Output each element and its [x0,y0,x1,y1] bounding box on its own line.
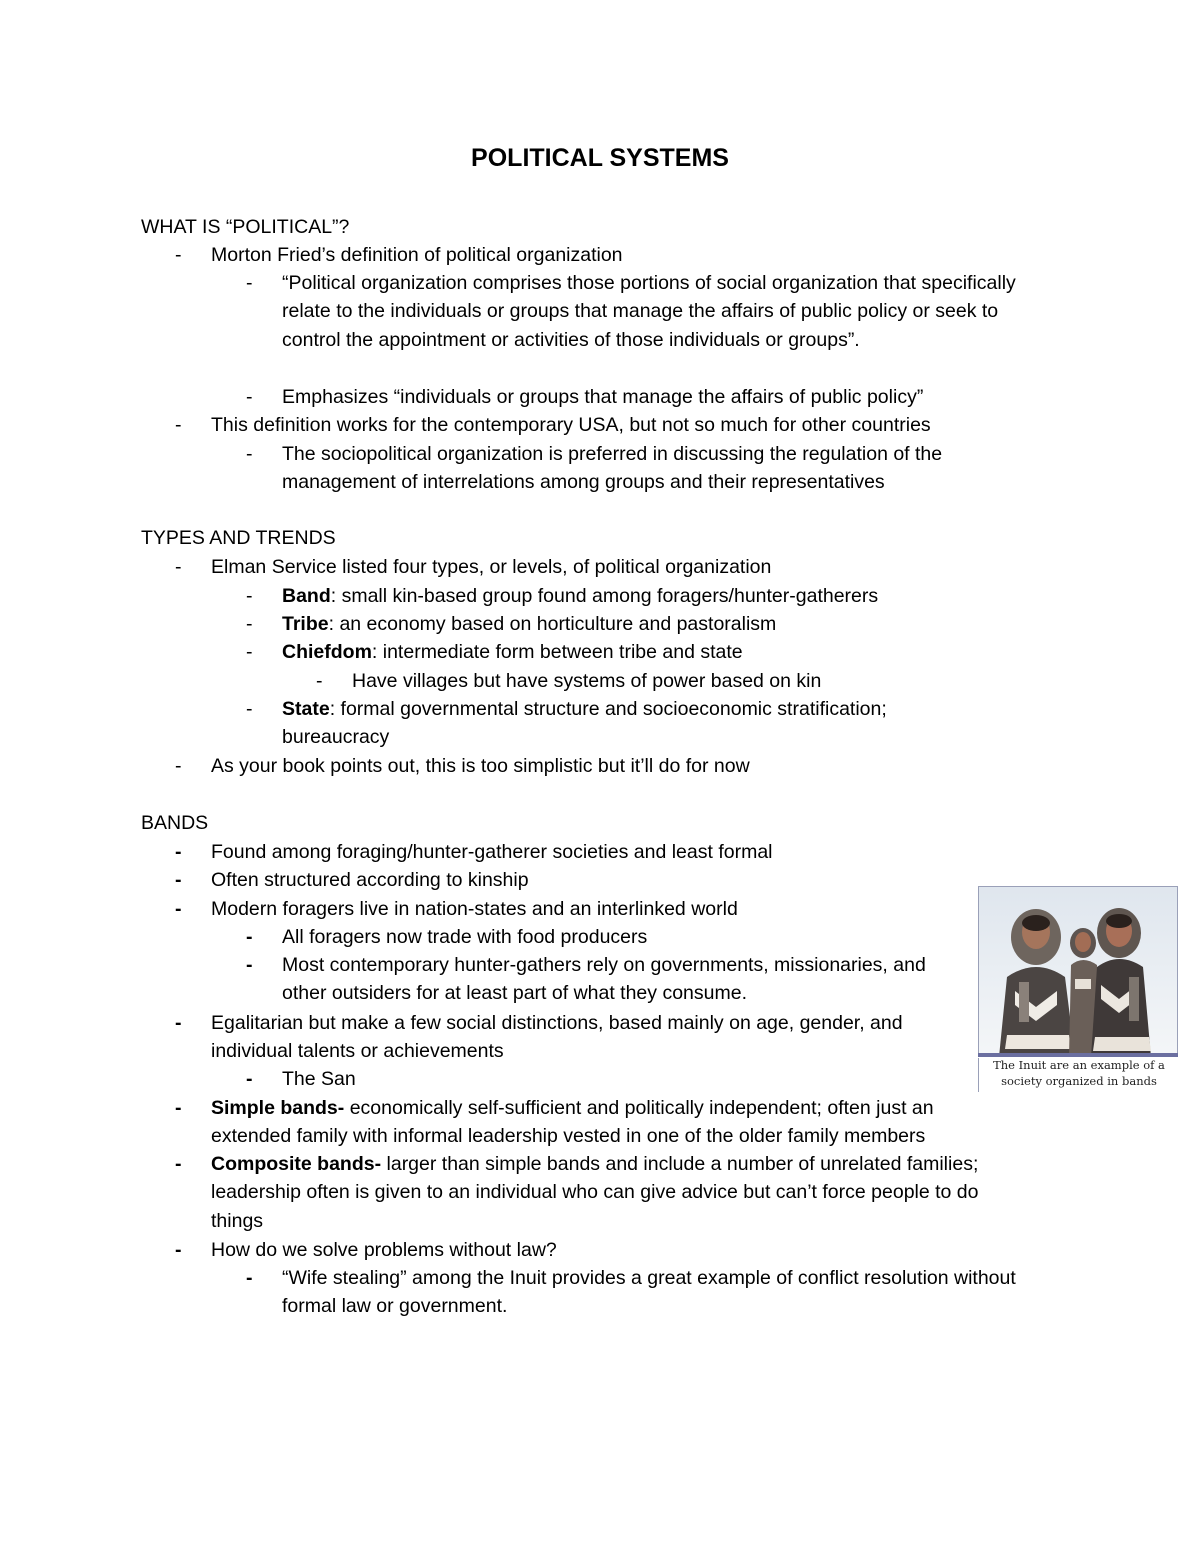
bullet: - [175,414,182,436]
term-tribe: Tribe [282,613,329,635]
list-item: Most contemporary hunter-gathers rely on governments, missionaries, and other outsiders for at least part of what they consume. [282,954,926,1005]
term-composite-bands: Composite bands- [211,1153,382,1175]
term-chiefdom: Chiefdom [282,641,372,663]
bullet: - [175,1153,182,1175]
bullet: - [175,1239,182,1261]
bullet: - [246,585,253,607]
definition-chiefdom: : intermediate form between tribe and state [371,641,743,663]
bullet: - [175,898,182,920]
bullet: - [175,869,182,891]
list-item: All foragers now trade with food producers [282,926,648,948]
definition-simple-bands: economically self-sufficient and politically independent; often just an extended family with informal leadership vested in one of the older family members [211,1097,934,1148]
list-item: Often structured according to kinship [211,869,529,891]
inuit-family-photo [978,886,1178,1056]
term-state: State [282,698,330,720]
section-heading-types-and-trends: TYPES AND TRENDS [141,527,336,549]
bullet: - [175,755,182,777]
bullet: - [175,244,182,266]
bullet: - [246,954,253,976]
page-title: POLITICAL SYSTEMS [471,144,729,172]
bullet: - [246,613,253,635]
list-item: Have villages but have systems of power based on kin [352,670,822,692]
list-item-tribe [282,610,1027,638]
section-heading-bands: BANDS [141,812,209,834]
bullet: - [246,641,253,663]
list-item: The sociopolitical organization is preferred in discussing the regulation of the management of interrelations among groups and their representatives [282,443,943,494]
list-item-chiefdom [282,638,1027,666]
bullet: - [175,1012,182,1034]
list-item: Emphasizes “individuals or groups that manage the affairs of public policy” [282,386,924,408]
bullet: - [175,841,182,863]
bullet: - [246,272,253,294]
bullet: - [316,670,323,692]
bullet: - [175,1097,182,1119]
bullet: - [246,443,253,465]
list-item: “Wife stealing” among the Inuit provides a great example of conflict resolution without formal law or government. [282,1267,1016,1318]
list-item: How do we solve problems without law? [211,1239,557,1261]
list-item: Egalitarian but make a few social distinctions, based mainly on age, gender, and individual talents or achievements [211,1012,903,1063]
list-item-simple-bands [211,1094,1011,1151]
list-item: “Political organization comprises those portions of social organization that specifically relate to the individuals or groups that manage the affairs of public policy or seek to control the appointment or activities of those individuals or groups”. [282,272,1016,351]
bullet: - [246,1267,253,1289]
list-item-band [282,582,1027,610]
definition-state: : formal governmental structure and socioeconomic stratification; bureaucracy [282,698,887,749]
list-item-composite-bands [211,1150,1026,1235]
term-simple-bands: Simple bands- [211,1097,345,1119]
bullet: - [246,926,253,948]
list-item: As your book points out, this is too simplistic but it’ll do for now [211,755,750,777]
list-item: Elman Service listed four types, or levels, of political organization [211,556,772,578]
bullet: - [175,556,182,578]
list-item: This definition works for the contemporary USA, but not so much for other countries [211,414,931,436]
list-item: Modern foragers live in nation-states and an interlinked world [211,898,738,920]
definition-tribe: : an economy based on horticulture and pastoralism [328,613,777,635]
bullet: - [246,386,253,408]
definition-composite-bands: larger than simple bands and include a number of unrelated families; leadership often is given to an individual who can give advice but can’t force people to do things [211,1153,979,1232]
inuit-family-illustration [979,887,1178,1056]
bullet: - [246,1068,253,1090]
definition-band: : small kin-based group found among foragers/hunter-gatherers [330,585,879,607]
list-item-state [282,695,982,752]
bullet: - [246,698,253,720]
list-item: Morton Fried’s definition of political organization [211,244,623,266]
figure-caption: The Inuit are an example of a society organized in bands [978,1058,1179,1092]
figure-divider [978,1053,1178,1057]
list-item: Found among foraging/hunter-gatherer societies and least formal [211,841,773,863]
term-band: Band [282,585,331,607]
list-item: The San [282,1068,356,1090]
section-heading-political: WHAT IS “POLITICAL”? [141,216,350,238]
